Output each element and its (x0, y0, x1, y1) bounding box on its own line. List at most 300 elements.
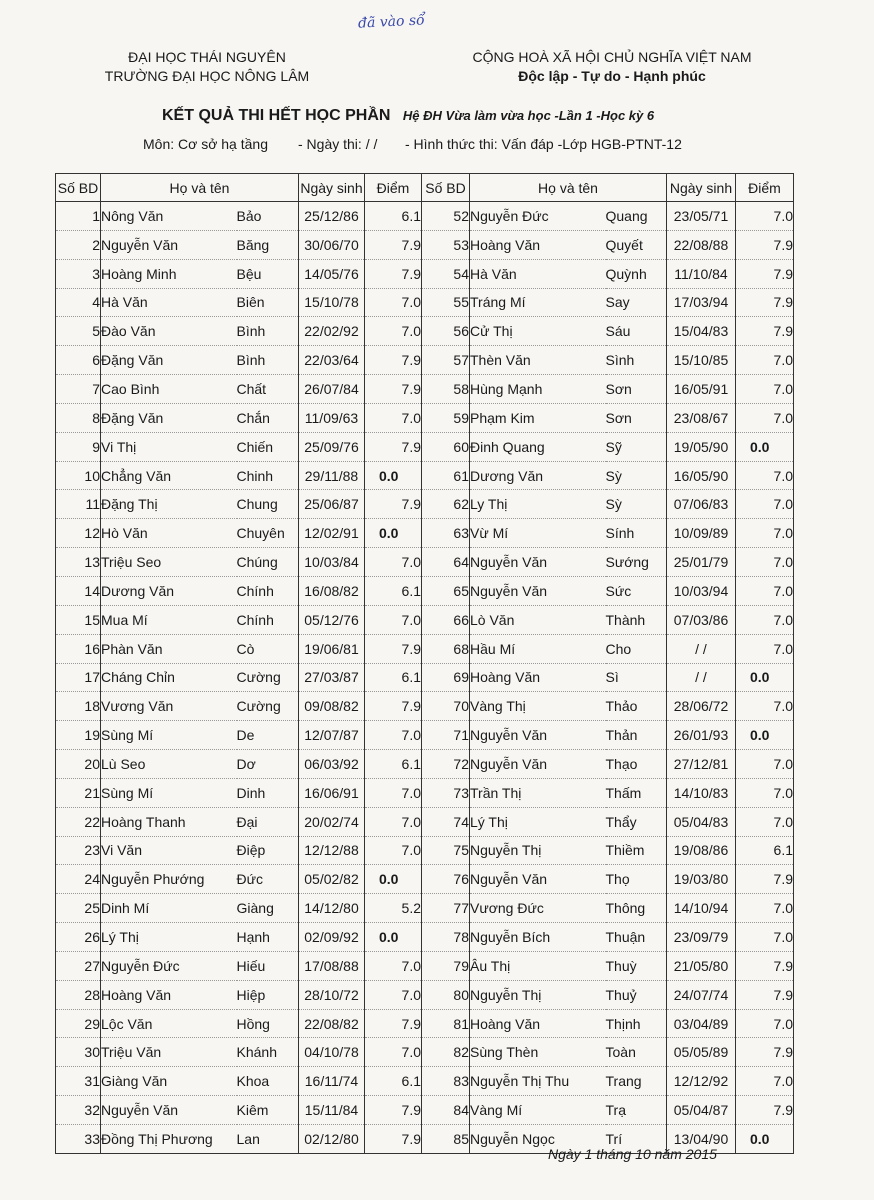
left-birth-date: 25/09/76 (299, 432, 365, 461)
right-student-number: 60 (422, 432, 470, 461)
table-row (56, 259, 794, 288)
left-family-name: Đào Văn (101, 317, 237, 346)
left-birth-date: 05/02/82 (299, 865, 365, 894)
left-student-number: 19 (56, 721, 101, 750)
left-birth-date: 12/07/87 (299, 721, 365, 750)
table-row (56, 317, 794, 346)
right-student-number: 72 (422, 750, 470, 779)
left-birth-date: 22/02/92 (299, 317, 365, 346)
left-score: 7.9 (365, 432, 422, 461)
left-given-name: Bệu (237, 259, 299, 288)
right-family-name: Hoàng Văn (470, 1009, 606, 1038)
right-given-name: Thẩy (606, 807, 667, 836)
left-student-number: 2 (56, 230, 101, 259)
right-birth-date: 28/06/72 (667, 692, 736, 721)
left-score: 7.0 (365, 721, 422, 750)
right-family-name: Nguyễn Thị (470, 836, 606, 865)
left-family-name: Nguyễn Văn (101, 1096, 237, 1125)
right-score: 7.0 (736, 923, 794, 952)
right-score: 7.0 (736, 750, 794, 779)
right-student-number: 52 (422, 202, 470, 231)
left-family-name: Lộc Văn (101, 1009, 237, 1038)
left-score: 5.2 (365, 894, 422, 923)
left-score: 7.0 (365, 980, 422, 1009)
left-student-number: 9 (56, 432, 101, 461)
right-given-name: Trang (606, 1067, 667, 1096)
right-score: 7.9 (736, 951, 794, 980)
right-score: 7.9 (736, 1038, 794, 1067)
right-birth-date: 15/04/83 (667, 317, 736, 346)
right-score: 7.9 (736, 317, 794, 346)
table-row (56, 605, 794, 634)
left-birth-date: 04/10/78 (299, 1038, 365, 1067)
left-birth-date: 02/09/92 (299, 923, 365, 952)
right-given-name: Thấm (606, 778, 667, 807)
left-birth-date: 30/06/70 (299, 230, 365, 259)
table-row (56, 1096, 794, 1125)
right-family-name: Vừ Mí (470, 519, 606, 548)
left-given-name: Hạnh (237, 923, 299, 952)
left-score: 7.9 (365, 692, 422, 721)
right-family-name: Nguyễn Văn (470, 576, 606, 605)
right-birth-date: 05/04/83 (667, 807, 736, 836)
right-given-name: Say (606, 288, 667, 317)
document-title: KẾT QUẢ THI HẾT HỌC PHẦN (162, 107, 391, 124)
right-student-number: 85 (422, 1125, 470, 1154)
left-score: 6.1 (365, 1067, 422, 1096)
left-student-number: 27 (56, 951, 101, 980)
left-score: 7.9 (365, 1096, 422, 1125)
left-student-number: 5 (56, 317, 101, 346)
right-student-number: 69 (422, 663, 470, 692)
left-family-name: Cao Bình (101, 375, 237, 404)
left-given-name: Dinh (237, 778, 299, 807)
left-family-name: Đồng Thị Phương (101, 1125, 237, 1154)
left-family-name: Nông Văn (101, 202, 237, 231)
left-given-name: Giàng (237, 894, 299, 923)
left-family-name: Lý Thị (101, 923, 237, 952)
left-birth-date: 22/08/82 (299, 1009, 365, 1038)
right-family-name: Hoàng Văn (470, 230, 606, 259)
right-family-name: Dương Văn (470, 461, 606, 490)
left-given-name: Băng (237, 230, 299, 259)
header-dob: Ngày sinh (299, 174, 365, 202)
right-student-number: 75 (422, 836, 470, 865)
right-score: 0.0 (736, 721, 794, 750)
table-row (56, 346, 794, 375)
table-header-row (56, 174, 794, 202)
left-given-name: Bình (237, 317, 299, 346)
right-birth-date: 19/08/86 (667, 836, 736, 865)
left-student-number: 33 (56, 1125, 101, 1154)
grades-table-body (56, 202, 794, 1154)
left-student-number: 10 (56, 461, 101, 490)
right-given-name: Thảo (606, 692, 667, 721)
left-student-number: 6 (56, 346, 101, 375)
right-given-name: Thọ (606, 865, 667, 894)
left-given-name: Dơ (237, 750, 299, 779)
left-student-number: 11 (56, 490, 101, 519)
right-family-name: Vàng Thị (470, 692, 606, 721)
right-family-name: Lò Văn (470, 605, 606, 634)
right-score: 7.0 (736, 202, 794, 231)
right-given-name: Quỳnh (606, 259, 667, 288)
right-given-name: Thản (606, 721, 667, 750)
left-score: 0.0 (365, 519, 422, 548)
left-family-name: Hoàng Văn (101, 980, 237, 1009)
left-family-name: Chẳng Văn (101, 461, 237, 490)
right-birth-date: 10/09/89 (667, 519, 736, 548)
handwritten-note: đã vào sổ (357, 12, 426, 32)
left-student-number: 17 (56, 663, 101, 692)
university-name: ĐẠI HỌC THÁI NGUYÊN (128, 49, 286, 65)
left-student-number: 31 (56, 1067, 101, 1096)
table-row (56, 202, 794, 231)
right-family-name: Đinh Quang (470, 432, 606, 461)
college-name: TRƯỜNG ĐẠI HỌC NÔNG LÂM (104, 68, 310, 84)
right-family-name: Âu Thị (470, 951, 606, 980)
left-given-name: Lan (237, 1125, 299, 1154)
left-birth-date: 05/12/76 (299, 605, 365, 634)
right-score: 6.1 (736, 836, 794, 865)
left-family-name: Nguyễn Văn (101, 230, 237, 259)
right-given-name: Thiềm (606, 836, 667, 865)
right-family-name: Nguyễn Văn (470, 548, 606, 577)
right-family-name: Nguyễn Đức (470, 202, 606, 231)
right-student-number: 63 (422, 519, 470, 548)
table-row (56, 807, 794, 836)
right-given-name: Sình (606, 346, 667, 375)
left-given-name: Đại (237, 807, 299, 836)
right-family-name: Hầu Mí (470, 634, 606, 663)
right-score: 7.9 (736, 259, 794, 288)
right-family-name: Cử Thị (470, 317, 606, 346)
right-student-number: 55 (422, 288, 470, 317)
left-birth-date: 28/10/72 (299, 980, 365, 1009)
left-score: 7.9 (365, 375, 422, 404)
left-family-name: Hà Văn (101, 288, 237, 317)
right-student-number: 80 (422, 980, 470, 1009)
right-score: 7.0 (736, 634, 794, 663)
right-family-name: Nguyễn Văn (470, 750, 606, 779)
left-score: 7.0 (365, 778, 422, 807)
table-row (56, 692, 794, 721)
right-student-number: 71 (422, 721, 470, 750)
right-birth-date: 19/03/80 (667, 865, 736, 894)
right-given-name: Sì (606, 663, 667, 692)
table-row (56, 923, 794, 952)
left-student-number: 28 (56, 980, 101, 1009)
left-family-name: Lù Seo (101, 750, 237, 779)
left-student-number: 24 (56, 865, 101, 894)
table-row (56, 1067, 794, 1096)
left-score: 7.0 (365, 836, 422, 865)
table-row (56, 375, 794, 404)
left-given-name: Biên (237, 288, 299, 317)
right-family-name: Phạm Kim (470, 403, 606, 432)
national-header (420, 48, 804, 86)
right-score: 7.0 (736, 375, 794, 404)
right-family-name: Nguyễn Văn (470, 721, 606, 750)
left-student-number: 4 (56, 288, 101, 317)
left-student-number: 13 (56, 548, 101, 577)
table-row (56, 519, 794, 548)
right-student-number: 78 (422, 923, 470, 952)
table-row (56, 288, 794, 317)
right-family-name: Nguyễn Ngọc (470, 1125, 606, 1154)
right-family-name: Lý Thị (470, 807, 606, 836)
left-birth-date: 17/08/88 (299, 951, 365, 980)
left-birth-date: 16/08/82 (299, 576, 365, 605)
left-score: 0.0 (365, 461, 422, 490)
right-score: 0.0 (736, 663, 794, 692)
left-birth-date: 20/02/74 (299, 807, 365, 836)
right-score: 7.0 (736, 346, 794, 375)
right-given-name: Sính (606, 519, 667, 548)
right-student-number: 81 (422, 1009, 470, 1038)
table-row (56, 980, 794, 1009)
table-row (56, 634, 794, 663)
left-student-number: 3 (56, 259, 101, 288)
right-birth-date: 07/06/83 (667, 490, 736, 519)
left-score: 7.9 (365, 230, 422, 259)
left-birth-date: 09/08/82 (299, 692, 365, 721)
right-family-name: Nguyễn Thị Thu (470, 1067, 606, 1096)
left-score: 7.0 (365, 403, 422, 432)
left-student-number: 14 (56, 576, 101, 605)
left-family-name: Nguyễn Phướng (101, 865, 237, 894)
left-student-number: 30 (56, 1038, 101, 1067)
left-given-name: Đức (237, 865, 299, 894)
table-row (56, 865, 794, 894)
left-birth-date: 22/03/64 (299, 346, 365, 375)
right-score: 7.0 (736, 692, 794, 721)
table-row (56, 663, 794, 692)
left-birth-date: 26/07/84 (299, 375, 365, 404)
right-given-name: Sỹ (606, 432, 667, 461)
left-birth-date: 15/10/78 (299, 288, 365, 317)
left-family-name: Giàng Văn (101, 1067, 237, 1096)
right-score: 7.0 (736, 894, 794, 923)
right-family-name: Nguyễn Bích (470, 923, 606, 952)
right-student-number: 73 (422, 778, 470, 807)
right-given-name: Thuỷ (606, 980, 667, 1009)
left-given-name: Cường (237, 663, 299, 692)
right-score: 7.0 (736, 605, 794, 634)
right-birth-date: 07/03/86 (667, 605, 736, 634)
table-row (56, 778, 794, 807)
table-row (56, 490, 794, 519)
right-birth-date: 26/01/93 (667, 721, 736, 750)
left-given-name: Điệp (237, 836, 299, 865)
left-score: 6.1 (365, 576, 422, 605)
left-family-name: Vi Thị (101, 432, 237, 461)
left-given-name: Hiệp (237, 980, 299, 1009)
national-motto: Độc lập - Tự do - Hạnh phúc (518, 68, 706, 84)
right-family-name: Sùng Thèn (470, 1038, 606, 1067)
right-birth-date: 05/05/89 (667, 1038, 736, 1067)
right-student-number: 61 (422, 461, 470, 490)
right-birth-date: 14/10/83 (667, 778, 736, 807)
right-given-name: Sỳ (606, 461, 667, 490)
institution-header (62, 48, 352, 86)
table-row (56, 721, 794, 750)
table-row (56, 576, 794, 605)
document-title-line (162, 107, 654, 125)
right-given-name: Sáu (606, 317, 667, 346)
left-student-number: 32 (56, 1096, 101, 1125)
right-given-name: Quyết (606, 230, 667, 259)
right-student-number: 58 (422, 375, 470, 404)
left-student-number: 29 (56, 1009, 101, 1038)
right-birth-date: 24/07/74 (667, 980, 736, 1009)
right-given-name: Sơn (606, 375, 667, 404)
header-name: Họ và tên (101, 174, 299, 202)
right-student-number: 68 (422, 634, 470, 663)
table-row (56, 1009, 794, 1038)
right-given-name: Toàn (606, 1038, 667, 1067)
left-score: 7.9 (365, 1125, 422, 1154)
left-family-name: Hoàng Minh (101, 259, 237, 288)
right-birth-date: 10/03/94 (667, 576, 736, 605)
left-family-name: Mua Mí (101, 605, 237, 634)
right-score: 7.0 (736, 576, 794, 605)
right-given-name: Cho (606, 634, 667, 663)
left-family-name: Vương Văn (101, 692, 237, 721)
left-family-name: Hoàng Thanh (101, 807, 237, 836)
footer-date: Ngày 1 tháng 10 năm 2015 (548, 1146, 717, 1162)
right-student-number: 59 (422, 403, 470, 432)
left-family-name: Đặng Văn (101, 403, 237, 432)
left-birth-date: 15/11/84 (299, 1096, 365, 1125)
header-dob: Ngày sinh (667, 174, 736, 202)
right-given-name: Thịnh (606, 1009, 667, 1038)
left-family-name: Sùng Mí (101, 721, 237, 750)
right-score: 7.9 (736, 980, 794, 1009)
right-given-name: Thông (606, 894, 667, 923)
left-score: 7.9 (365, 346, 422, 375)
right-given-name: Thuỳ (606, 951, 667, 980)
right-score: 7.0 (736, 778, 794, 807)
left-given-name: Bình (237, 346, 299, 375)
right-given-name: Sơn (606, 403, 667, 432)
right-given-name: Thạo (606, 750, 667, 779)
right-family-name: Ly Thị (470, 490, 606, 519)
right-student-number: 74 (422, 807, 470, 836)
exam-date-info: - Ngày thi: / / (298, 136, 378, 152)
left-score: 7.0 (365, 548, 422, 577)
document-subtitle: Hệ ĐH Vừa làm vừa học -Lần 1 -Học kỳ 6 (402, 108, 655, 123)
left-birth-date: 14/05/76 (299, 259, 365, 288)
left-student-number: 16 (56, 634, 101, 663)
right-family-name: Nguyễn Văn (470, 865, 606, 894)
left-birth-date: 11/09/63 (299, 403, 365, 432)
left-score: 7.0 (365, 951, 422, 980)
left-given-name: Kiêm (237, 1096, 299, 1125)
right-birth-date: 19/05/90 (667, 432, 736, 461)
right-student-number: 57 (422, 346, 470, 375)
left-birth-date: 19/06/81 (299, 634, 365, 663)
right-birth-date: 05/04/87 (667, 1096, 736, 1125)
right-score: 7.0 (736, 403, 794, 432)
left-family-name: Cháng Chỉn (101, 663, 237, 692)
republic-name: CỘNG HOÀ XÃ HỘI CHỦ NGHĨA VIỆT NAM (472, 49, 752, 65)
right-birth-date: 12/12/92 (667, 1067, 736, 1096)
right-birth-date: 23/08/67 (667, 403, 736, 432)
right-birth-date: / / (667, 663, 736, 692)
right-student-number: 70 (422, 692, 470, 721)
right-student-number: 56 (422, 317, 470, 346)
header-score: Điểm (365, 174, 422, 202)
left-score: 6.1 (365, 750, 422, 779)
right-student-number: 53 (422, 230, 470, 259)
left-family-name: Đặng Văn (101, 346, 237, 375)
left-student-number: 22 (56, 807, 101, 836)
right-student-number: 82 (422, 1038, 470, 1067)
right-student-number: 83 (422, 1067, 470, 1096)
right-given-name: Sỳ (606, 490, 667, 519)
right-given-name: Thành (606, 605, 667, 634)
left-student-number: 26 (56, 923, 101, 952)
right-birth-date: 11/10/84 (667, 259, 736, 288)
table-row (56, 836, 794, 865)
left-family-name: Hò Văn (101, 519, 237, 548)
table-row (56, 432, 794, 461)
right-score: 7.0 (736, 548, 794, 577)
right-score: 7.0 (736, 1009, 794, 1038)
table-row (56, 230, 794, 259)
right-birth-date: 13/04/90 (667, 1125, 736, 1154)
header-no: Số BD (56, 174, 101, 202)
left-student-number: 8 (56, 403, 101, 432)
left-given-name: Chuyên (237, 519, 299, 548)
right-student-number: 77 (422, 894, 470, 923)
left-given-name: De (237, 721, 299, 750)
right-birth-date: 03/04/89 (667, 1009, 736, 1038)
left-given-name: Cò (237, 634, 299, 663)
right-birth-date: 21/05/80 (667, 951, 736, 980)
left-student-number: 21 (56, 778, 101, 807)
right-student-number: 79 (422, 951, 470, 980)
right-birth-date: 16/05/91 (667, 375, 736, 404)
left-family-name: Nguyễn Đức (101, 951, 237, 980)
header-no: Số BD (422, 174, 470, 202)
right-score: 7.9 (736, 230, 794, 259)
header-score: Điểm (736, 174, 794, 202)
left-student-number: 7 (56, 375, 101, 404)
right-family-name: Hoàng Văn (470, 663, 606, 692)
left-given-name: Hiếu (237, 951, 299, 980)
left-birth-date: 25/06/87 (299, 490, 365, 519)
right-birth-date: 23/09/79 (667, 923, 736, 952)
left-given-name: Khánh (237, 1038, 299, 1067)
right-given-name: Sướng (606, 548, 667, 577)
left-family-name: Đặng Thị (101, 490, 237, 519)
left-given-name: Chinh (237, 461, 299, 490)
right-family-name: Nguyễn Thị (470, 980, 606, 1009)
right-birth-date: 22/08/88 (667, 230, 736, 259)
table-row (56, 951, 794, 980)
right-given-name: Sức (606, 576, 667, 605)
right-score: 0.0 (736, 432, 794, 461)
right-score: 7.9 (736, 288, 794, 317)
right-score: 7.0 (736, 807, 794, 836)
subject-info: Môn: Cơ sở hạ tầng (143, 136, 268, 152)
left-given-name: Chiến (237, 432, 299, 461)
left-family-name: Vi Văn (101, 836, 237, 865)
table-row (56, 548, 794, 577)
left-birth-date: 06/03/92 (299, 750, 365, 779)
